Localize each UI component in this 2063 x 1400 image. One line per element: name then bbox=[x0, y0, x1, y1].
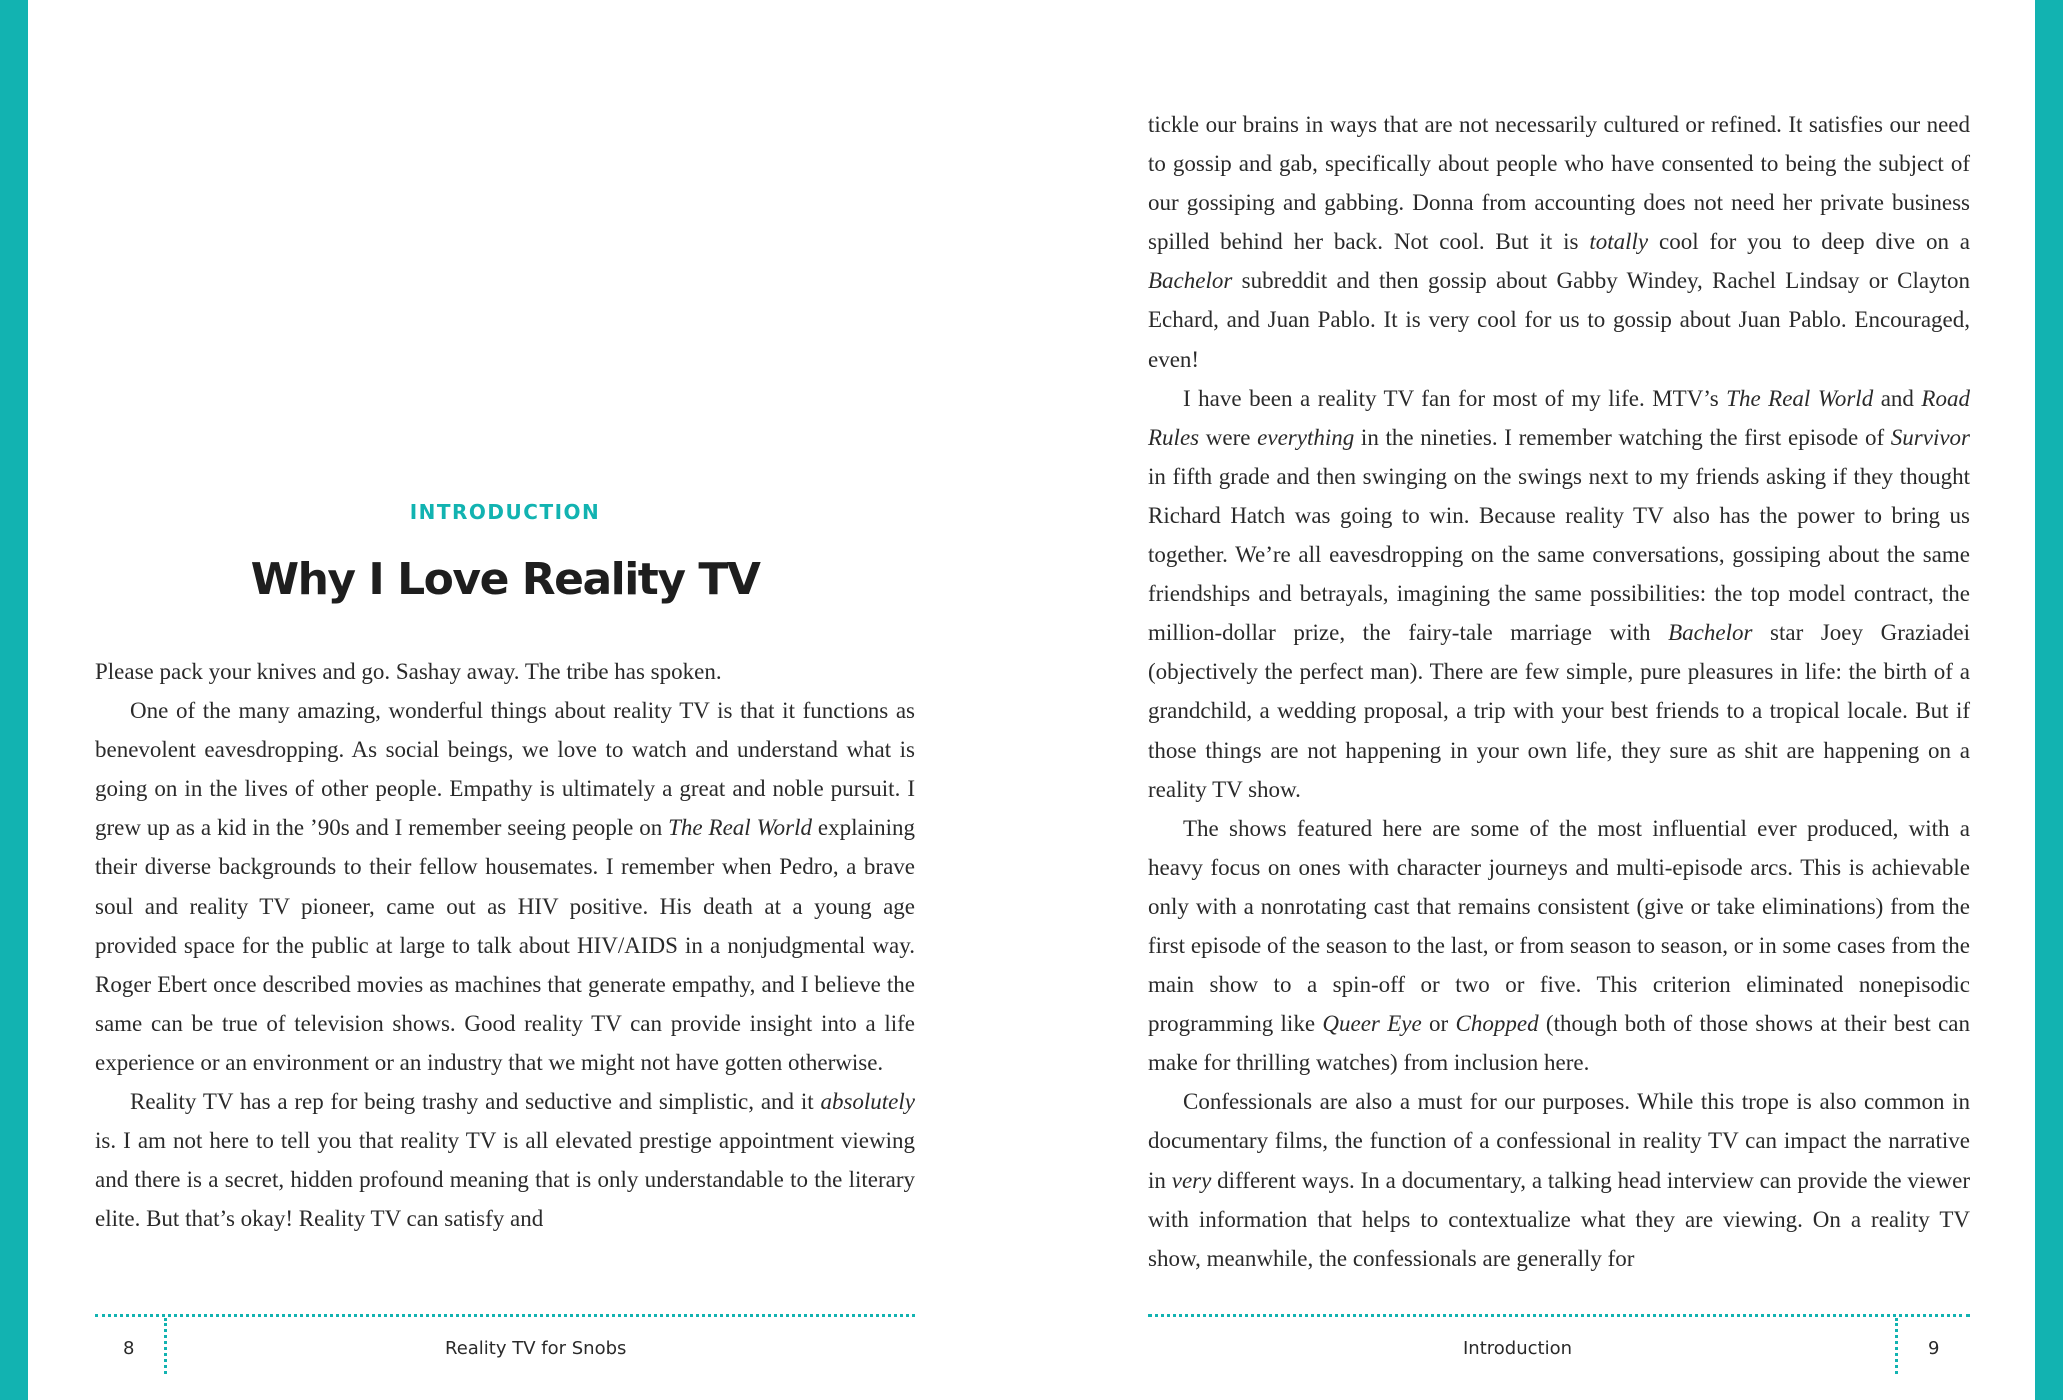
footer-divider bbox=[1895, 1318, 1898, 1374]
italic-text: very bbox=[1171, 1167, 1212, 1193]
paragraph: Please pack your knives and go. Sashay away. The tribe has spoken. bbox=[95, 659, 722, 684]
italic-text: Bachelor bbox=[1668, 620, 1753, 646]
footer-rule bbox=[95, 1314, 915, 1317]
paragraph: One of the many amazing, wonderful things about reality TV is that it functions as benevolent eavesdropping. As social beings, we love to watch and understand what is going on in the lives of other people. Empathy is ultimately a great and noble pursuit. I grew up as a kid in the ’90s and I remember seeing people on The Real World explaining their diverse backgrounds to their fellow housemates. I remember when Pedro, a brave soul and reality TV pioneer, came out as HIV positive. His death at a young age provided space for the public at large to talk about HIV/AIDS in a nonjudgmental way. Roger Ebert once described movies as machines that generate empathy, and I believe the same can be true of television shows. Good reality TV can provide insight into a life experience or an environment or an industry that we might not have gotten otherwise. bbox=[95, 698, 915, 1075]
italic-text: Road Rules bbox=[1148, 385, 1970, 450]
paragraph: The shows featured here are some of the most influential ever produced, with a heavy focus on ones with character journeys and multi-episode arcs. This is achievable only with a nonrotating cast that remains consistent (give or take eliminations) from the first episode of the season to the last, or from season to season, or in some cases from the main show to a spin-off or two or five. This criterion eliminated nonepisodic programming like Queer Eye or Chopped (though both of those shows at their best can make for thrilling watches) from inclusion here. bbox=[1148, 815, 1971, 1076]
italic-text: Queer Eye bbox=[1322, 1011, 1422, 1037]
right-page bbox=[1148, 0, 1970, 1400]
italic-text: totally bbox=[1589, 229, 1649, 255]
chapter-kicker: INTRODUCTION bbox=[409, 500, 601, 524]
paragraph: Reality TV has a rep for being trashy and seductive and simplistic, and it absolutely is. I am not here to tell you that reality TV is all elevated prestige appointment viewing and there is a secret, hidden profound meaning that is only understandable to the literary elite. But that’s okay! Reality TV can satisfy and bbox=[95, 1089, 915, 1232]
italic-text: The Real World bbox=[668, 815, 812, 841]
running-head: Introduction bbox=[1463, 1338, 1573, 1359]
page-number: 8 bbox=[123, 1338, 135, 1359]
italic-text: everything bbox=[1257, 424, 1355, 450]
right-page-edge-bar bbox=[2035, 0, 2063, 1400]
footer-divider bbox=[164, 1318, 167, 1374]
chapter-title: Why I Love Reality TV bbox=[250, 554, 760, 605]
italic-text: Survivor bbox=[1890, 424, 1970, 450]
running-head: Reality TV for Snobs bbox=[445, 1338, 627, 1359]
paragraph: Confessionals are also a must for our purposes. While this trope is also common in documentary films, the function of a confessional in reality TV can impact the narrative in very different ways. In a documentary, a talking head interview can provide the viewer with information that helps to contextualize what they are viewing. On a reality TV show, meanwhile, the confessionals are generally for bbox=[1148, 1089, 1971, 1271]
italic-text: absolutely bbox=[820, 1089, 915, 1115]
right-page-body bbox=[1148, 105, 1970, 1278]
left-page-edge-bar bbox=[0, 0, 28, 1400]
page-number: 9 bbox=[1928, 1338, 1940, 1359]
footer-rule bbox=[1148, 1314, 1970, 1317]
paragraph: tickle our brains in ways that are not necessarily cultured or refined. It satisfies our need to gossip and gab, specifically about people who have consented to being the subject of our gossiping and gabbing. Donna from accounting does not need her private business spilled behind her back. Not cool. But it is totally cool for you to deep dive on a Bachelor subreddit and then gossip about Gabby Windey, Rachel Lindsay or Clayton Echard, and Juan Pablo. It is very cool for us to gossip about Juan Pablo. Encouraged, even! bbox=[1148, 112, 1971, 372]
left-page-body bbox=[95, 652, 915, 1238]
paragraph: I have been a reality TV fan for most of my life. MTV’s The Real World and Road Rules were everything in the nineties. I remember watching the first episode of Survivor in fifth grade and then swinging on the swings next to my friends asking if they thought Richard Hatch was going to win. Because reality TV also has the power to bring us together. We’re all eavesdropping on the same conversations, gossiping about the same friendships and betrayals, imagining the same possibilities: the top model contract, the million-dollar prize, the fairy-tale marriage with Bachelor star Joey Graziadei (objectively the perfect man). There are few simple, pure pleasures in life: the birth of a grandchild, a wedding proposal, a trip with your best friends to a tropical locale. But if those things are not happening in your own life, they sure as shit are happening on a reality TV show. bbox=[1148, 385, 1970, 802]
italic-text: Bachelor bbox=[1148, 268, 1233, 294]
italic-text: Chopped bbox=[1455, 1011, 1539, 1037]
italic-text: The Real World bbox=[1726, 385, 1874, 411]
left-page bbox=[95, 0, 915, 1400]
